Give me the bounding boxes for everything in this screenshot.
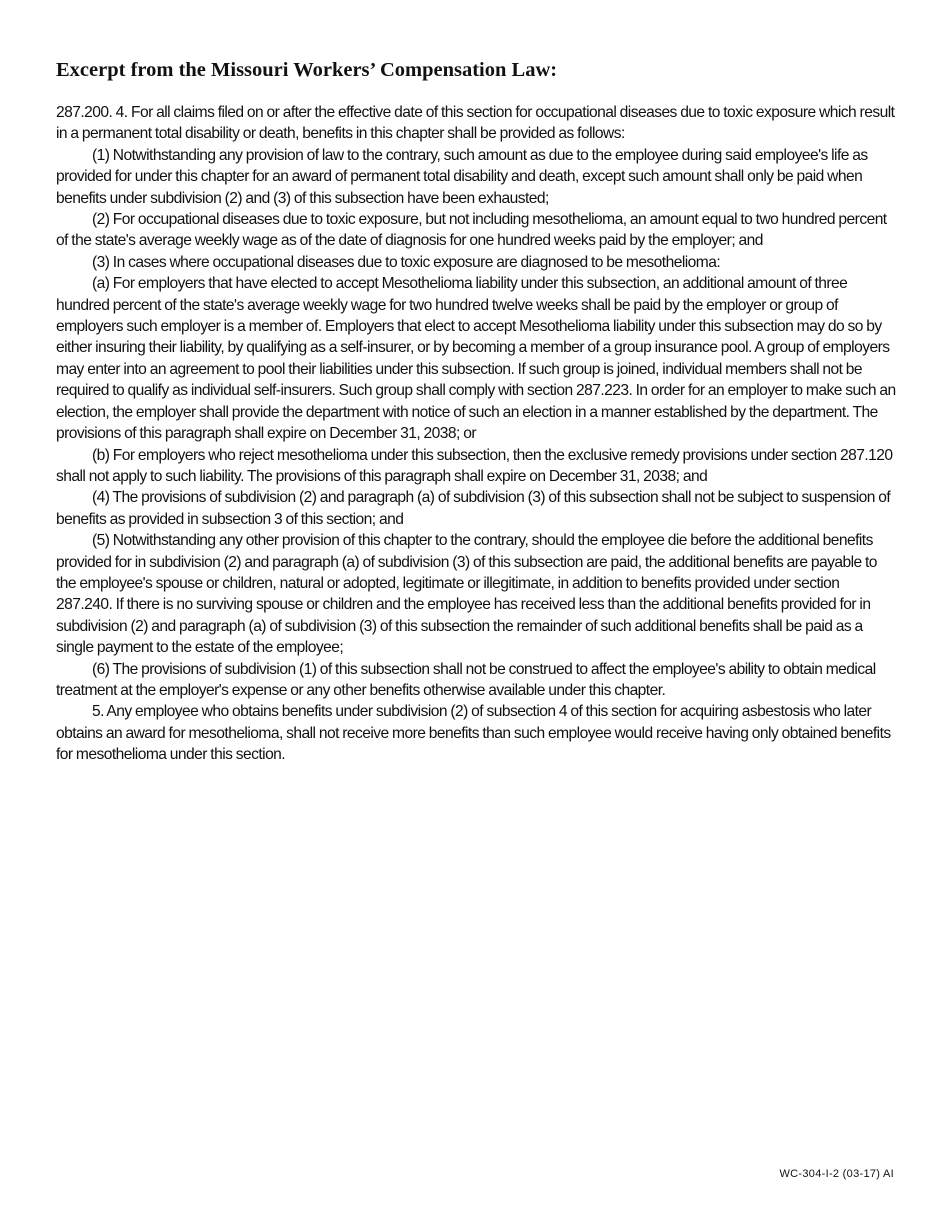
law-excerpt-body (56, 102, 898, 766)
subdivision-1: (1) Notwithstanding any provision of law to the contrary, such amount as due to the employee during said employee's life as provided for under this chapter for an award of permanent total disability and death, except such amount shall only be paid when benefits under subdivision (2) and (3) of this subsection have been exhausted; (56, 146, 868, 207)
page-title: Excerpt from the Missouri Workers’ Compensation Law: (56, 59, 558, 81)
subsection-5: 5. Any employee who obtains benefits under subdivision (2) of subsection 4 of this section for acquiring asbestosis who later obtains an award for mesothelioma, shall not receive more benefits than such employee would receive having only obtained benefits for mesothelioma under this section. (56, 703, 891, 764)
subdivision-4: (4) The provisions of subdivision (2) and paragraph (a) of subdivision (3) of this subsection shall not be subject to suspension of benefits as provided in subsection 3 of this section; and (56, 489, 891, 528)
subdivision-6: (6) The provisions of subdivision (1) of this subsection shall not be construed to affect the employee's ability to obtain medical treatment at the employer's expense or any other benefits otherwise available under this chapter. (56, 660, 876, 699)
section-287-200-4-intro: 287.200. 4. For all claims filed on or after the effective date of this section for occupational diseases due to toxic exposure which result in a permanent total disability or death, benefits in this chapter shall be provided as follows: (56, 104, 895, 143)
subdivision-2: (2) For occupational diseases due to toxic exposure, but not including mesothelioma, an amount equal to two hundred percent of the state's average weekly wage as of the date of diagnosis for one hundred weeks paid by the employer; and (56, 211, 887, 250)
paragraph-a: (a) For employers that have elected to accept Mesothelioma liability under this subsection, an additional amount of three hundred percent of the state's average weekly wage for two hundred twelve weeks shall be paid by the employer or group of employers such employer is a member of. Employers that elect to accept Mesothelioma liability under this subsection may do so by either insuring their liability, by qualifying as a self-insurer, or by becoming a member of a group insurance pool. A group of employers may enter into an agreement to pool their liabilities under this subsection. If such group is joined, individual members shall not be required to qualify as individual self-insurers. Such group shall comply with section 287.223. In order for an employer to make such an election, the employer shall provide the department with notice of such an election in a manner established by the department. The provisions of this paragraph shall expire on December 31, 2038; or (56, 275, 896, 443)
subdivision-5: (5) Notwithstanding any other provision of this chapter to the contrary, should the employee die before the additional benefits provided for in subdivision (2) and paragraph (a) of subdivision (3) of this subsection are paid, the additional benefits are payable to the employee's spouse or children, natural or adopted, legitimate or illegitimate, in addition to benefits provided under section 287.240. If there is no surviving spouse or children and the employee has received less than the additional benefits provided for in subdivision (2) and paragraph (a) of subdivision (3) of this subsection the remainder of such additional benefits shall be paid as a single payment to the estate of the employee; (56, 532, 877, 657)
subdivision-3: (3) In cases where occupational diseases due to toxic exposure are diagnosed to be mesothelioma: (92, 253, 721, 271)
form-code: WC-304-I-2 (03-17) AI (779, 1168, 894, 1180)
paragraph-b: (b) For employers who reject mesothelioma under this subsection, then the exclusive remedy provisions under section 287.120 shall not apply to such liability. The provisions of this paragraph shall expire on December 31, 2038; and (56, 446, 893, 485)
